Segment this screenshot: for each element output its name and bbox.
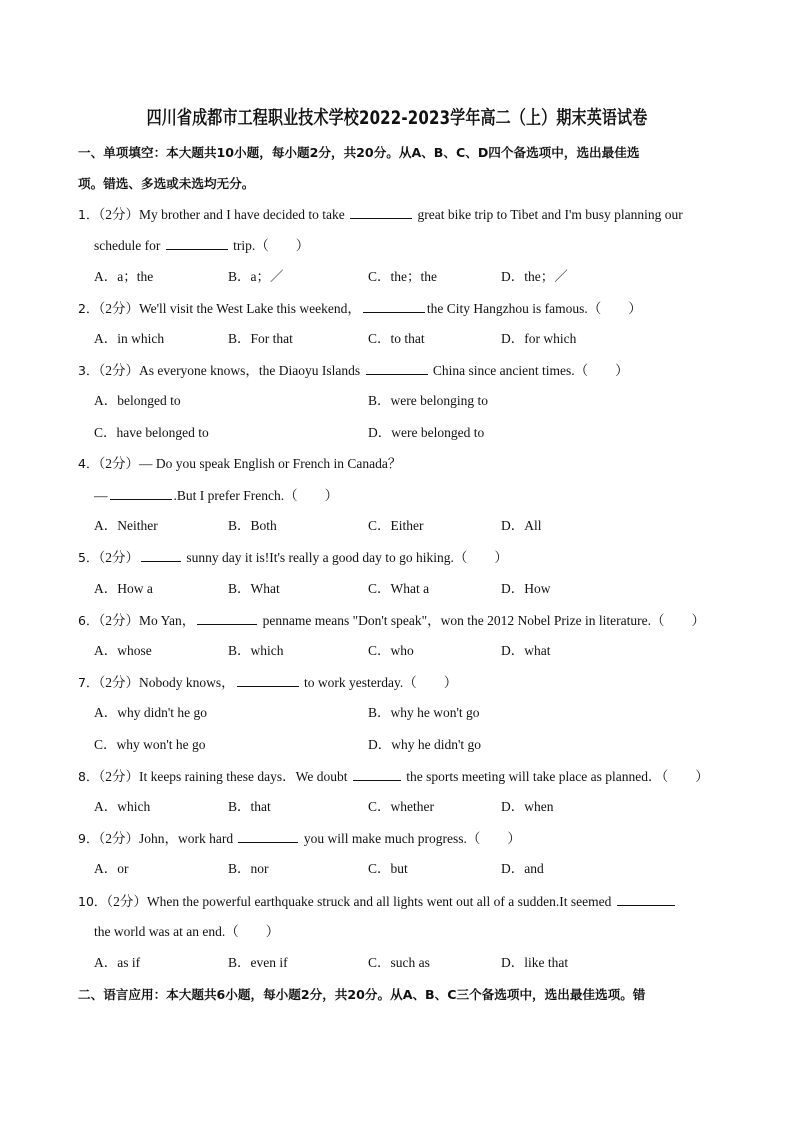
question-text: .But I prefer French.（ ）: [173, 488, 339, 503]
option-c[interactable]: C．What a: [368, 581, 430, 596]
question-2: [78, 299, 642, 318]
option-d[interactable]: D．like that: [501, 955, 569, 970]
question-text: My brother and I have decided to take: [138, 207, 345, 222]
option-c[interactable]: C．why won't he go: [94, 737, 206, 752]
question-text: Mo Yan，: [138, 613, 196, 628]
question-number: 2．: [78, 301, 99, 316]
question-number: 8．: [78, 769, 99, 784]
question-points: （2分）: [98, 675, 139, 690]
section-1-instructions-line-1: 一、单项填空：本大题共10小题，每小题2分，共20分。从A、B、C、D四个备选项中，选出最佳选: [78, 145, 640, 160]
option-d[interactable]: D．were belonged to: [368, 425, 485, 440]
option-a[interactable]: A．a；the: [94, 269, 154, 284]
option-b[interactable]: B．Both: [228, 518, 277, 533]
question-text: Nobody knows，: [138, 675, 235, 690]
option-d[interactable]: D．for which: [501, 331, 577, 346]
answer-blank[interactable]: [110, 486, 172, 500]
question-1: [78, 205, 683, 224]
answer-blank[interactable]: [141, 548, 181, 562]
question-text: you will make much progress.（ ）: [303, 831, 521, 846]
option-a[interactable]: A．which: [94, 799, 151, 814]
answer-blank[interactable]: [350, 205, 412, 219]
option-a[interactable]: A．whose: [94, 643, 152, 658]
question-points: （2分）: [98, 550, 139, 565]
option-d[interactable]: D．when: [501, 799, 554, 814]
question-3: [78, 361, 629, 380]
option-d[interactable]: D．All: [501, 518, 542, 533]
option-a[interactable]: A．as if: [94, 955, 141, 970]
option-d[interactable]: D．what: [501, 643, 551, 658]
question-5: [78, 548, 508, 567]
option-d[interactable]: D．why he didn't go: [368, 737, 482, 752]
question-text: sunny day it is!It's really a good day to go hiking.（ ）: [186, 550, 508, 565]
question-text: the sports meeting will take place as planned．（ ）: [406, 769, 709, 784]
question-number: 4．: [78, 456, 99, 471]
question-text: — Do you speak English or French in Canada？: [138, 456, 402, 471]
question-10-continued: [94, 923, 279, 941]
option-c[interactable]: C．but: [368, 861, 408, 876]
question-points: （2分）: [98, 456, 139, 471]
question-number: 3．: [78, 363, 99, 378]
answer-blank[interactable]: [617, 892, 675, 906]
section-1-instructions-line-2: 项。错选、多选或未选均无分。: [78, 176, 255, 191]
answer-blank[interactable]: [353, 767, 401, 781]
question-1-continued: [94, 236, 309, 255]
option-c[interactable]: C．to that: [368, 331, 425, 346]
question-number: 6．: [78, 613, 99, 628]
answer-blank[interactable]: [237, 673, 299, 687]
option-a[interactable]: A．Neither: [94, 518, 158, 533]
question-text: It keeps raining these days．We doubt: [138, 769, 348, 784]
question-9: [78, 829, 521, 848]
option-b[interactable]: B．which: [228, 643, 284, 658]
option-d[interactable]: D．the；／: [501, 269, 568, 284]
answer-blank[interactable]: [166, 236, 228, 250]
option-c[interactable]: C．Either: [368, 518, 424, 533]
question-number: 10．: [78, 894, 107, 909]
question-text: the City Hangzhou is famous.（ ）: [426, 301, 642, 316]
option-a[interactable]: A．why didn't he go: [94, 705, 208, 720]
question-points: （2分）: [98, 831, 139, 846]
option-a[interactable]: A．belonged to: [94, 393, 181, 408]
option-b[interactable]: B．What: [228, 581, 280, 596]
option-c[interactable]: C．have belonged to: [94, 425, 209, 440]
option-a[interactable]: A．How a: [94, 581, 153, 596]
answer-blank[interactable]: [197, 611, 257, 625]
option-c[interactable]: C．who: [368, 643, 414, 658]
question-text: John，work hard: [138, 831, 234, 846]
option-c[interactable]: C．whether: [368, 799, 434, 814]
option-a[interactable]: A．or: [94, 861, 129, 876]
question-text: great bike trip to Tibet and I'm busy planning our: [417, 207, 683, 222]
question-points: （2分）: [98, 769, 139, 784]
question-text: penname means "Don't speak"，won the 2012 Nobel Prize in literature.（ ）: [262, 613, 705, 628]
option-c[interactable]: C．the；the: [368, 269, 437, 284]
question-text: We'll visit the West Lake this weekend，: [138, 301, 361, 316]
question-points: （2分）: [98, 301, 139, 316]
question-points: （2分）: [98, 613, 139, 628]
option-b[interactable]: B．why he won't go: [368, 705, 480, 720]
question-text: schedule for: [94, 238, 161, 253]
question-text: As everyone knows，the Diaoyu Islands: [138, 363, 361, 378]
option-c[interactable]: C．such as: [368, 955, 430, 970]
answer-blank[interactable]: [363, 299, 425, 313]
question-4-reply: [94, 486, 338, 505]
question-number: 5．: [78, 550, 99, 565]
question-8: [78, 767, 709, 786]
question-10: [78, 892, 677, 911]
option-b[interactable]: B．that: [228, 799, 271, 814]
answer-blank[interactable]: [238, 829, 298, 843]
question-text: When the powerful earthquake struck and all lights went out all of a sudden.It seemed: [146, 894, 612, 909]
question-text: —: [94, 488, 108, 503]
option-d[interactable]: D．and: [501, 861, 544, 876]
question-points: （2分）: [98, 207, 139, 222]
option-d[interactable]: D．How: [501, 581, 551, 596]
option-a[interactable]: A．in which: [94, 331, 165, 346]
question-6: [78, 611, 705, 630]
question-text: to work yesterday.（ ）: [303, 675, 458, 690]
option-b[interactable]: B．even if: [228, 955, 288, 970]
exam-title: 四川省成都市工程职业技术学校2022-2023学年高二（上）期末英语试卷: [146, 108, 648, 129]
question-points: （2分）: [106, 894, 147, 909]
option-b[interactable]: B．a；／: [228, 269, 284, 284]
question-number: 7．: [78, 675, 99, 690]
question-number: 1．: [78, 207, 99, 222]
question-text: the world was at an end.（ ）: [94, 924, 280, 939]
answer-blank[interactable]: [366, 361, 428, 375]
question-7: [78, 673, 457, 692]
question-text: trip.（ ）: [233, 238, 310, 253]
question-number: 9．: [78, 831, 99, 846]
option-b[interactable]: B．For that: [228, 331, 293, 346]
question-4: [78, 455, 401, 473]
option-b[interactable]: B．nor: [228, 861, 269, 876]
option-b[interactable]: B．were belonging to: [368, 393, 488, 408]
question-text: China since ancient times.（ ）: [432, 363, 629, 378]
section-2-instructions-line-1: 二、语言应用：本大题共6小题，每小题2分，共20分。从A、B、C三个备选项中，选出最佳选项。错: [78, 987, 646, 1002]
question-points: （2分）: [98, 363, 139, 378]
